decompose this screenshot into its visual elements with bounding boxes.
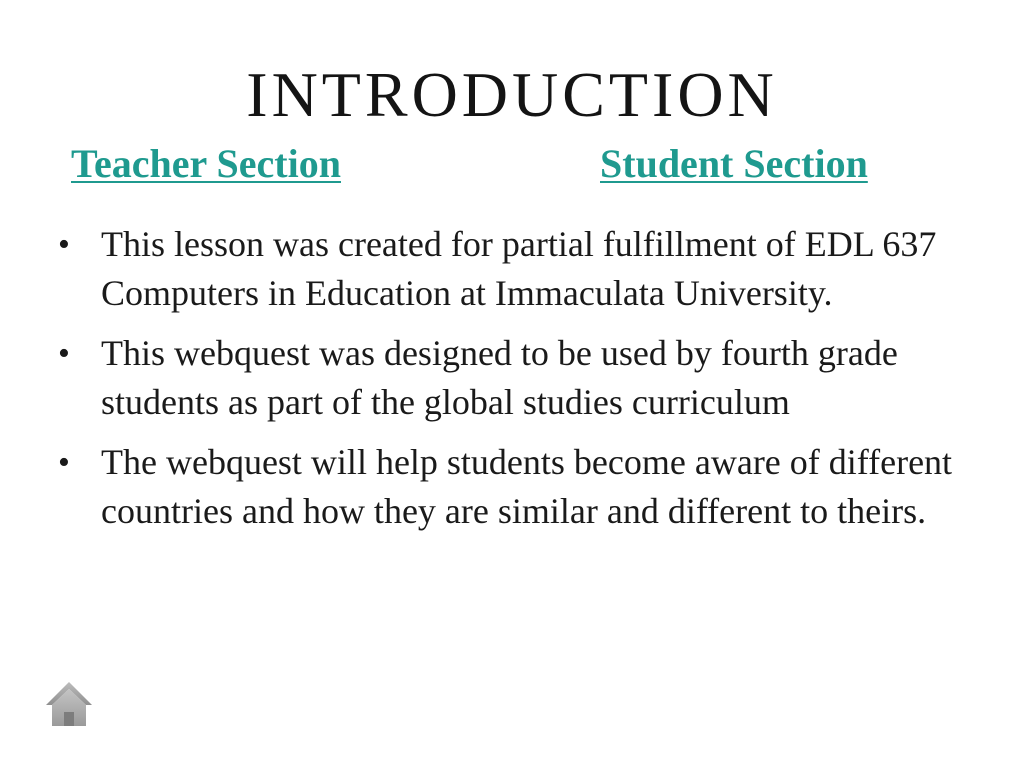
bullet-text: This webquest was designed to be used by fourth grade students as part of the global studies curriculum — [101, 333, 898, 422]
student-section-link[interactable]: Student Section — [600, 141, 868, 186]
bullet-item — [58, 220, 968, 318]
bullet-marker: • — [58, 335, 70, 372]
bullet-text: The webquest will help students become aware of different countries and how they are similar and different to theirs. — [101, 442, 953, 531]
home-button[interactable] — [46, 680, 92, 728]
bullet-text: This lesson was created for partial fulfillment of EDL 637 Computers in Education at Immaculata University. — [101, 224, 937, 313]
bullet-item — [58, 438, 968, 536]
bullet-marker: • — [58, 226, 70, 263]
bullet-item — [58, 329, 968, 427]
teacher-section-link[interactable]: Teacher Section — [71, 141, 341, 186]
bullet-list — [58, 220, 968, 547]
home-icon — [46, 680, 92, 728]
bullet-marker: • — [58, 444, 70, 481]
slide-title: INTRODUCTION — [246, 59, 778, 130]
